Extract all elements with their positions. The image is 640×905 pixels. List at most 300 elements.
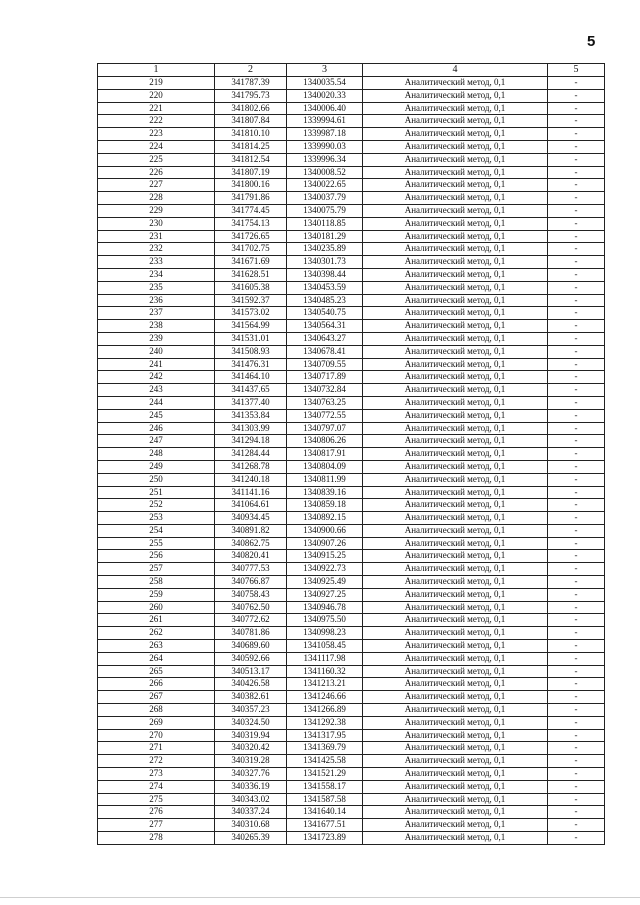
y-coordinate-cell: 1341425.58 xyxy=(287,755,363,768)
x-coordinate-cell: 341377.40 xyxy=(215,396,287,409)
point-number-cell: 220 xyxy=(98,89,215,102)
method-cell: Аналитический метод, 0,1 xyxy=(363,588,548,601)
table-row xyxy=(98,409,605,422)
y-coordinate-cell: 1340717.89 xyxy=(287,371,363,384)
y-coordinate-cell: 1340817.91 xyxy=(287,448,363,461)
method-cell: Аналитический метод, 0,1 xyxy=(363,358,548,371)
table-row xyxy=(98,166,605,179)
point-number-cell: 277 xyxy=(98,819,215,832)
point-number-cell: 243 xyxy=(98,384,215,397)
description-cell: - xyxy=(548,601,605,614)
y-coordinate-cell: 1340922.73 xyxy=(287,563,363,576)
description-cell: - xyxy=(548,742,605,755)
y-coordinate-cell: 1340927.25 xyxy=(287,588,363,601)
method-cell: Аналитический метод, 0,1 xyxy=(363,460,548,473)
table-row xyxy=(98,640,605,653)
x-coordinate-cell: 341437.65 xyxy=(215,384,287,397)
x-coordinate-cell: 341592.37 xyxy=(215,294,287,307)
x-coordinate-cell: 340319.28 xyxy=(215,755,287,768)
point-number-cell: 229 xyxy=(98,204,215,217)
method-cell: Аналитический метод, 0,1 xyxy=(363,627,548,640)
description-cell: - xyxy=(548,537,605,550)
y-coordinate-cell: 1341640.14 xyxy=(287,806,363,819)
coordinates-table xyxy=(97,63,605,845)
description-cell: - xyxy=(548,294,605,307)
table-row xyxy=(98,102,605,115)
table-row xyxy=(98,678,605,691)
x-coordinate-cell: 340891.82 xyxy=(215,524,287,537)
method-cell: Аналитический метод, 0,1 xyxy=(363,640,548,653)
method-cell: Аналитический метод, 0,1 xyxy=(363,153,548,166)
x-coordinate-cell: 340310.68 xyxy=(215,819,287,832)
y-coordinate-cell: 1340235.89 xyxy=(287,243,363,256)
point-number-cell: 263 xyxy=(98,640,215,653)
y-coordinate-cell: 1339987.18 xyxy=(287,128,363,141)
x-coordinate-cell: 341787.39 xyxy=(215,77,287,90)
y-coordinate-cell: 1341058.45 xyxy=(287,640,363,653)
point-number-cell: 236 xyxy=(98,294,215,307)
x-coordinate-cell: 341564.99 xyxy=(215,320,287,333)
point-number-cell: 278 xyxy=(98,832,215,845)
x-coordinate-cell: 341800.16 xyxy=(215,179,287,192)
table-row xyxy=(98,704,605,717)
method-cell: Аналитический метод, 0,1 xyxy=(363,486,548,499)
y-coordinate-cell: 1340398.44 xyxy=(287,268,363,281)
x-coordinate-cell: 341814.25 xyxy=(215,140,287,153)
description-cell: - xyxy=(548,793,605,806)
table-body xyxy=(98,77,605,845)
description-cell: - xyxy=(548,140,605,153)
table-row xyxy=(98,179,605,192)
method-cell: Аналитический метод, 0,1 xyxy=(363,102,548,115)
description-cell: - xyxy=(548,614,605,627)
description-cell: - xyxy=(548,678,605,691)
method-cell: Аналитический метод, 0,1 xyxy=(363,115,548,128)
x-coordinate-cell: 340327.76 xyxy=(215,768,287,781)
point-number-cell: 227 xyxy=(98,179,215,192)
description-cell: - xyxy=(548,179,605,192)
table-row xyxy=(98,576,605,589)
x-coordinate-cell: 341802.66 xyxy=(215,102,287,115)
x-coordinate-cell: 340772.62 xyxy=(215,614,287,627)
description-cell: - xyxy=(548,627,605,640)
point-number-cell: 252 xyxy=(98,499,215,512)
table-row xyxy=(98,665,605,678)
x-coordinate-cell: 341702.75 xyxy=(215,243,287,256)
method-cell: Аналитический метод, 0,1 xyxy=(363,77,548,90)
y-coordinate-cell: 1340839.16 xyxy=(287,486,363,499)
y-coordinate-cell: 1340797.07 xyxy=(287,422,363,435)
method-cell: Аналитический метод, 0,1 xyxy=(363,512,548,525)
x-coordinate-cell: 341464.10 xyxy=(215,371,287,384)
point-number-cell: 262 xyxy=(98,627,215,640)
table-row xyxy=(98,371,605,384)
method-cell: Аналитический метод, 0,1 xyxy=(363,217,548,230)
table-row xyxy=(98,793,605,806)
description-cell: - xyxy=(548,281,605,294)
table-row xyxy=(98,217,605,230)
point-number-cell: 247 xyxy=(98,435,215,448)
x-coordinate-cell: 340762.50 xyxy=(215,601,287,614)
description-cell: - xyxy=(548,243,605,256)
description-cell: - xyxy=(548,192,605,205)
point-number-cell: 240 xyxy=(98,345,215,358)
point-number-cell: 223 xyxy=(98,128,215,141)
table-row xyxy=(98,691,605,704)
point-number-cell: 274 xyxy=(98,780,215,793)
table-row xyxy=(98,768,605,781)
x-coordinate-cell: 341303.99 xyxy=(215,422,287,435)
y-coordinate-cell: 1340806.26 xyxy=(287,435,363,448)
table-row xyxy=(98,537,605,550)
description-cell: - xyxy=(548,780,605,793)
description-cell: - xyxy=(548,473,605,486)
method-cell: Аналитический метод, 0,1 xyxy=(363,473,548,486)
description-cell: - xyxy=(548,345,605,358)
description-cell: - xyxy=(548,320,605,333)
table-row xyxy=(98,192,605,205)
x-coordinate-cell: 341268.78 xyxy=(215,460,287,473)
table-row xyxy=(98,294,605,307)
y-coordinate-cell: 1340732.84 xyxy=(287,384,363,397)
x-coordinate-cell: 341531.01 xyxy=(215,332,287,345)
table-row xyxy=(98,486,605,499)
table-row xyxy=(98,460,605,473)
x-coordinate-cell: 341240.18 xyxy=(215,473,287,486)
description-cell: - xyxy=(548,576,605,589)
description-cell: - xyxy=(548,550,605,563)
y-coordinate-cell: 1340915.25 xyxy=(287,550,363,563)
point-number-cell: 256 xyxy=(98,550,215,563)
method-cell: Аналитический метод, 0,1 xyxy=(363,409,548,422)
y-coordinate-cell: 1341317.95 xyxy=(287,729,363,742)
x-coordinate-cell: 340319.94 xyxy=(215,729,287,742)
point-number-cell: 259 xyxy=(98,588,215,601)
method-cell: Аналитический метод, 0,1 xyxy=(363,576,548,589)
x-coordinate-cell: 341064.61 xyxy=(215,499,287,512)
table-row xyxy=(98,256,605,269)
table-row xyxy=(98,448,605,461)
point-number-cell: 233 xyxy=(98,256,215,269)
x-coordinate-cell: 340324.50 xyxy=(215,716,287,729)
table-row xyxy=(98,268,605,281)
point-number-cell: 267 xyxy=(98,691,215,704)
y-coordinate-cell: 1340075.79 xyxy=(287,204,363,217)
description-cell: - xyxy=(548,230,605,243)
method-cell: Аналитический метод, 0,1 xyxy=(363,268,548,281)
description-cell: - xyxy=(548,588,605,601)
description-cell: - xyxy=(548,217,605,230)
point-number-cell: 257 xyxy=(98,563,215,576)
y-coordinate-cell: 1340035.54 xyxy=(287,77,363,90)
x-coordinate-cell: 340426.58 xyxy=(215,678,287,691)
method-cell: Аналитический метод, 0,1 xyxy=(363,256,548,269)
table-row xyxy=(98,345,605,358)
x-coordinate-cell: 341671.69 xyxy=(215,256,287,269)
table-row xyxy=(98,832,605,845)
point-number-cell: 251 xyxy=(98,486,215,499)
x-coordinate-cell: 341605.38 xyxy=(215,281,287,294)
description-cell: - xyxy=(548,716,605,729)
y-coordinate-cell: 1340037.79 xyxy=(287,192,363,205)
description-cell: - xyxy=(548,358,605,371)
table-row xyxy=(98,601,605,614)
y-coordinate-cell: 1341677.51 xyxy=(287,819,363,832)
point-number-cell: 234 xyxy=(98,268,215,281)
method-cell: Аналитический метод, 0,1 xyxy=(363,768,548,781)
point-number-cell: 276 xyxy=(98,806,215,819)
y-coordinate-cell: 1341521.29 xyxy=(287,768,363,781)
point-number-cell: 269 xyxy=(98,716,215,729)
method-cell: Аналитический метод, 0,1 xyxy=(363,128,548,141)
method-cell: Аналитический метод, 0,1 xyxy=(363,780,548,793)
x-coordinate-cell: 341628.51 xyxy=(215,268,287,281)
method-cell: Аналитический метод, 0,1 xyxy=(363,422,548,435)
x-coordinate-cell: 341807.19 xyxy=(215,166,287,179)
description-cell: - xyxy=(548,153,605,166)
method-cell: Аналитический метод, 0,1 xyxy=(363,524,548,537)
method-cell: Аналитический метод, 0,1 xyxy=(363,704,548,717)
method-cell: Аналитический метод, 0,1 xyxy=(363,345,548,358)
point-number-cell: 242 xyxy=(98,371,215,384)
column-header-method: 4 xyxy=(363,64,548,77)
y-coordinate-cell: 1340763.25 xyxy=(287,396,363,409)
point-number-cell: 245 xyxy=(98,409,215,422)
x-coordinate-cell: 340513.17 xyxy=(215,665,287,678)
y-coordinate-cell: 1340022.65 xyxy=(287,179,363,192)
y-coordinate-cell: 1339996.34 xyxy=(287,153,363,166)
y-coordinate-cell: 1340453.59 xyxy=(287,281,363,294)
point-number-cell: 255 xyxy=(98,537,215,550)
table-row xyxy=(98,243,605,256)
description-cell: - xyxy=(548,128,605,141)
table-row xyxy=(98,115,605,128)
y-coordinate-cell: 1340678.41 xyxy=(287,345,363,358)
x-coordinate-cell: 341754.13 xyxy=(215,217,287,230)
y-coordinate-cell: 1340709.55 xyxy=(287,358,363,371)
table-row xyxy=(98,627,605,640)
description-cell: - xyxy=(548,77,605,90)
point-number-cell: 261 xyxy=(98,614,215,627)
column-header-y-coordinate: 3 xyxy=(287,64,363,77)
y-coordinate-cell: 1341558.17 xyxy=(287,780,363,793)
method-cell: Аналитический метод, 0,1 xyxy=(363,832,548,845)
description-cell: - xyxy=(548,102,605,115)
method-cell: Аналитический метод, 0,1 xyxy=(363,89,548,102)
table-row xyxy=(98,499,605,512)
point-number-cell: 254 xyxy=(98,524,215,537)
table-row xyxy=(98,473,605,486)
point-number-cell: 270 xyxy=(98,729,215,742)
x-coordinate-cell: 340265.39 xyxy=(215,832,287,845)
point-number-cell: 266 xyxy=(98,678,215,691)
y-coordinate-cell: 1341587.58 xyxy=(287,793,363,806)
column-header-point-number: 1 xyxy=(98,64,215,77)
table-row xyxy=(98,422,605,435)
method-cell: Аналитический метод, 0,1 xyxy=(363,691,548,704)
y-coordinate-cell: 1340892.15 xyxy=(287,512,363,525)
table-row xyxy=(98,716,605,729)
x-coordinate-cell: 340357.23 xyxy=(215,704,287,717)
y-coordinate-cell: 1340006.40 xyxy=(287,102,363,115)
table-row xyxy=(98,435,605,448)
method-cell: Аналитический метод, 0,1 xyxy=(363,537,548,550)
method-cell: Аналитический метод, 0,1 xyxy=(363,192,548,205)
method-cell: Аналитический метод, 0,1 xyxy=(363,435,548,448)
description-cell: - xyxy=(548,691,605,704)
description-cell: - xyxy=(548,704,605,717)
method-cell: Аналитический метод, 0,1 xyxy=(363,179,548,192)
table-row xyxy=(98,320,605,333)
description-cell: - xyxy=(548,371,605,384)
y-coordinate-cell: 1340946.78 xyxy=(287,601,363,614)
table-row xyxy=(98,588,605,601)
description-cell: - xyxy=(548,460,605,473)
point-number-cell: 275 xyxy=(98,793,215,806)
description-cell: - xyxy=(548,486,605,499)
y-coordinate-cell: 1340998.23 xyxy=(287,627,363,640)
point-number-cell: 272 xyxy=(98,755,215,768)
x-coordinate-cell: 340862.75 xyxy=(215,537,287,550)
description-cell: - xyxy=(548,665,605,678)
x-coordinate-cell: 340777.53 xyxy=(215,563,287,576)
point-number-cell: 271 xyxy=(98,742,215,755)
method-cell: Аналитический метод, 0,1 xyxy=(363,204,548,217)
y-coordinate-cell: 1340301.73 xyxy=(287,256,363,269)
description-cell: - xyxy=(548,384,605,397)
description-cell: - xyxy=(548,448,605,461)
description-cell: - xyxy=(548,524,605,537)
point-number-cell: 268 xyxy=(98,704,215,717)
x-coordinate-cell: 341573.02 xyxy=(215,307,287,320)
description-cell: - xyxy=(548,499,605,512)
point-number-cell: 221 xyxy=(98,102,215,115)
y-coordinate-cell: 1340008.52 xyxy=(287,166,363,179)
x-coordinate-cell: 341141.16 xyxy=(215,486,287,499)
table-row xyxy=(98,819,605,832)
method-cell: Аналитический метод, 0,1 xyxy=(363,294,548,307)
method-cell: Аналитический метод, 0,1 xyxy=(363,243,548,256)
method-cell: Аналитический метод, 0,1 xyxy=(363,307,548,320)
table-row xyxy=(98,77,605,90)
point-number-cell: 237 xyxy=(98,307,215,320)
description-cell: - xyxy=(548,729,605,742)
table-row xyxy=(98,742,605,755)
table-header-row xyxy=(98,64,605,77)
x-coordinate-cell: 340766.87 xyxy=(215,576,287,589)
method-cell: Аналитический метод, 0,1 xyxy=(363,499,548,512)
description-cell: - xyxy=(548,435,605,448)
x-coordinate-cell: 341810.10 xyxy=(215,128,287,141)
x-coordinate-cell: 340382.61 xyxy=(215,691,287,704)
point-number-cell: 248 xyxy=(98,448,215,461)
y-coordinate-cell: 1340564.31 xyxy=(287,320,363,333)
y-coordinate-cell: 1340804.09 xyxy=(287,460,363,473)
method-cell: Аналитический метод, 0,1 xyxy=(363,729,548,742)
table-row xyxy=(98,755,605,768)
method-cell: Аналитический метод, 0,1 xyxy=(363,332,548,345)
x-coordinate-cell: 340336.19 xyxy=(215,780,287,793)
y-coordinate-cell: 1340485.23 xyxy=(287,294,363,307)
table-row xyxy=(98,332,605,345)
point-number-cell: 228 xyxy=(98,192,215,205)
description-cell: - xyxy=(548,819,605,832)
y-coordinate-cell: 1341266.89 xyxy=(287,704,363,717)
column-header-x-coordinate: 2 xyxy=(215,64,287,77)
description-cell: - xyxy=(548,512,605,525)
x-coordinate-cell: 340820.41 xyxy=(215,550,287,563)
description-cell: - xyxy=(548,204,605,217)
description-cell: - xyxy=(548,422,605,435)
description-cell: - xyxy=(548,806,605,819)
method-cell: Аналитический метод, 0,1 xyxy=(363,665,548,678)
y-coordinate-cell: 1340811.99 xyxy=(287,473,363,486)
x-coordinate-cell: 341791.86 xyxy=(215,192,287,205)
x-coordinate-cell: 340781.86 xyxy=(215,627,287,640)
y-coordinate-cell: 1341369.79 xyxy=(287,742,363,755)
x-coordinate-cell: 340758.43 xyxy=(215,588,287,601)
method-cell: Аналитический метод, 0,1 xyxy=(363,384,548,397)
y-coordinate-cell: 1341246.66 xyxy=(287,691,363,704)
description-cell: - xyxy=(548,640,605,653)
y-coordinate-cell: 1341213.21 xyxy=(287,678,363,691)
table-row xyxy=(98,396,605,409)
y-coordinate-cell: 1341117.98 xyxy=(287,652,363,665)
point-number-cell: 260 xyxy=(98,601,215,614)
table-row xyxy=(98,307,605,320)
table-row xyxy=(98,550,605,563)
x-coordinate-cell: 341795.73 xyxy=(215,89,287,102)
table-row xyxy=(98,281,605,294)
method-cell: Аналитический метод, 0,1 xyxy=(363,140,548,153)
method-cell: Аналитический метод, 0,1 xyxy=(363,281,548,294)
y-coordinate-cell: 1341160.32 xyxy=(287,665,363,678)
y-coordinate-cell: 1340859.18 xyxy=(287,499,363,512)
table-row xyxy=(98,729,605,742)
y-coordinate-cell: 1340540.75 xyxy=(287,307,363,320)
x-coordinate-cell: 340592.66 xyxy=(215,652,287,665)
point-number-cell: 235 xyxy=(98,281,215,294)
x-coordinate-cell: 340934.45 xyxy=(215,512,287,525)
description-cell: - xyxy=(548,563,605,576)
method-cell: Аналитический метод, 0,1 xyxy=(363,230,548,243)
point-number-cell: 226 xyxy=(98,166,215,179)
description-cell: - xyxy=(548,307,605,320)
point-number-cell: 232 xyxy=(98,243,215,256)
table-row xyxy=(98,652,605,665)
table-row xyxy=(98,614,605,627)
table-row xyxy=(98,524,605,537)
table-row xyxy=(98,89,605,102)
table-row xyxy=(98,128,605,141)
method-cell: Аналитический метод, 0,1 xyxy=(363,166,548,179)
method-cell: Аналитический метод, 0,1 xyxy=(363,550,548,563)
method-cell: Аналитический метод, 0,1 xyxy=(363,793,548,806)
method-cell: Аналитический метод, 0,1 xyxy=(363,371,548,384)
table-row xyxy=(98,230,605,243)
point-number-cell: 249 xyxy=(98,460,215,473)
description-cell: - xyxy=(548,115,605,128)
table-row xyxy=(98,806,605,819)
point-number-cell: 239 xyxy=(98,332,215,345)
point-number-cell: 264 xyxy=(98,652,215,665)
x-coordinate-cell: 341807.84 xyxy=(215,115,287,128)
x-coordinate-cell: 340689.60 xyxy=(215,640,287,653)
table-row xyxy=(98,384,605,397)
x-coordinate-cell: 341774.45 xyxy=(215,204,287,217)
x-coordinate-cell: 341726.65 xyxy=(215,230,287,243)
description-cell: - xyxy=(548,89,605,102)
